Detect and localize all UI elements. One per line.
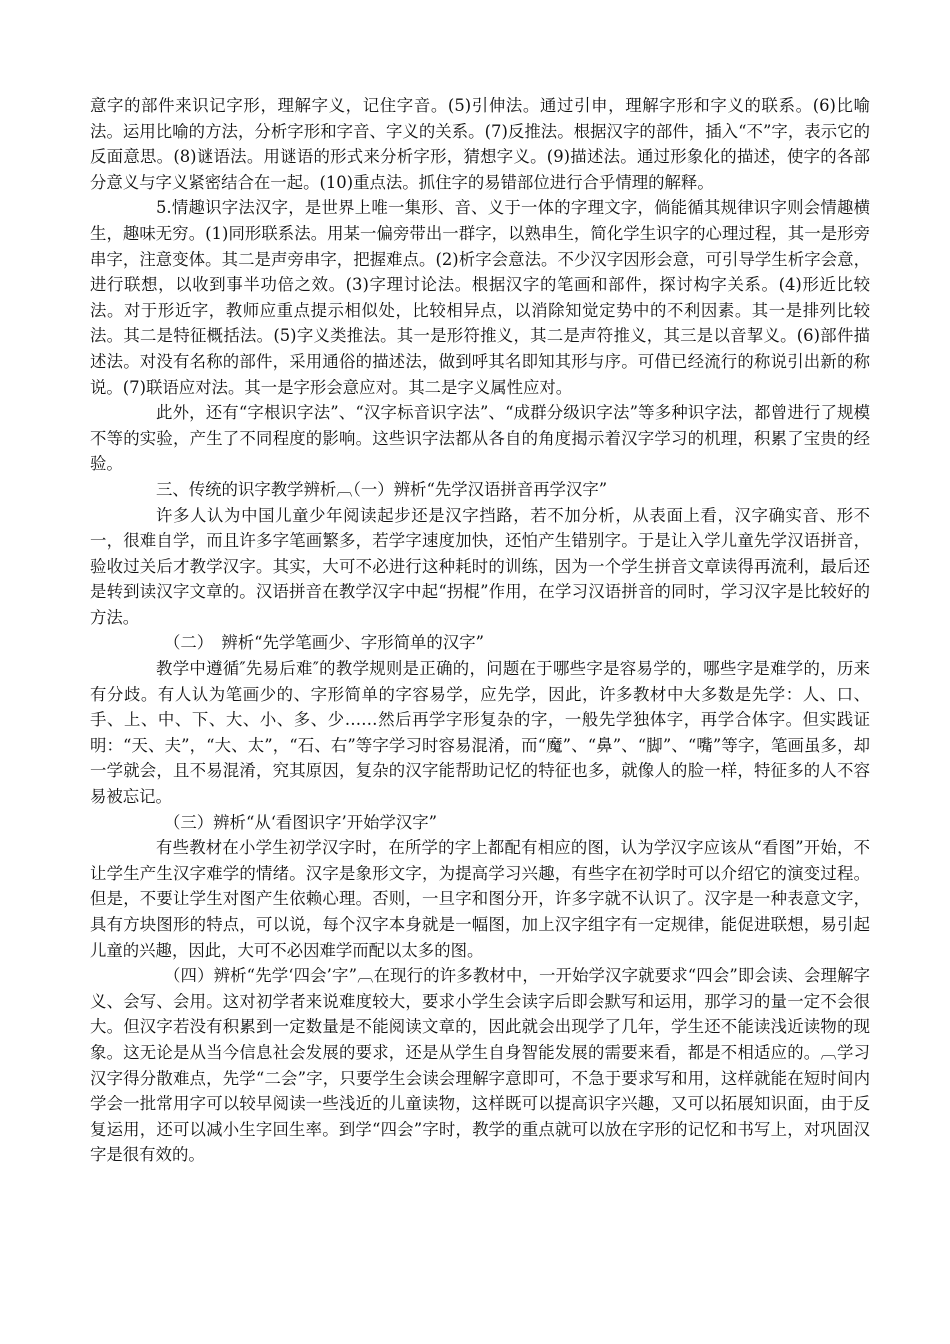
paragraph-other-methods: 此外，还有“字根识字法”、“汉字标音识字法”、“成群分级识字法”等多种识字法，都曾进行了规模不等的实验，产生了不同程度的影响。这些识字法都从各自的角度揭示着汉字学习的机理，积累了宝贵的经验。 (90, 403, 870, 474)
paragraph-pinyin: 许多人认为中国儿童少年阅读起步还是汉字挡路，若不加分析，从表面上看，汉字确实音、形不一，很难自学，而且许多字笔画繁多，若学字速度加快，还怕产生错别字。于是让入学儿童先学汉语拼音，验收过关后才教学汉字。其实，大可不必进行这种耗时的训练，因为一个学生拼音文章读得再流利，最后还是转到读汉字文章的。汉语拼音在教学汉字中起“拐棍”作用，在学习汉语拼音的同时，学习汉字是比较好的方法。 (90, 505, 870, 627)
paragraph-continuation: 意字的部件来识记字形，理解字义，记住字音。(5)引伸法。通过引申，理解字形和字义的联系。(6)比喻法。运用比喻的方法，分析字形和字音、字义的关系。(7)反推法。根据汉字的部件，插入“不”字，表示它的反面意思。(8)谜语法。用谜语的形式来分析字形，猜想字义。(9)描述法。通过形象化的描述，使字的各部分意义与字义紧密结合在一起。(10)重点法。抓住字的易错部位进行合乎情理的解释。 (90, 96, 870, 192)
paragraph-strokes: 教学中遵循″先易后难″的教学规则是正确的，问题在于哪些字是容易学的，哪些字是难学的，历来有分歧。有人认为笔画少的、字形简单的字容易学，应先学，因此，许多教材中大多数是先学：人、口、手、上、中、下、大、小、多、少……然后再学字形复杂的字，一般先学独体字，再学合体字。但实践证明：“天、夫”，“大、太”，“石、右”等字学习时容易混淆，而“魔”、“鼻”、“脚”、“嘴”等字，笔画虽多，却一学就会，且不易混淆，究其原因，复杂的汉字能帮助记忆的特征也多，就像人的脸一样，特征多的人不容易被忘记。 (90, 659, 870, 807)
document-page (90, 93, 870, 1168)
subheading-strokes: （二） 辨析“先学笔画少、字形简单的汉字” (164, 633, 484, 653)
paragraph-four-skills: （四）辨析“先学‘四会’字”︹在现行的许多教材中，一开始学汉字就要求“四会”即会读、会理解字义、会写、会用。这对初学者来说难度较大，要求小学生会读字后即会默写和运用，那学习的量一定不会很大。但汉字若没有积累到一定数量是不能阅读文章的，因此就会出现学了几年，学生还不能读浅近读物的现象。这无论是从当今信息社会发展的要求，还是从学生自身智能发展的需要来看，都是不相适应的。︹学习汉字得分散难点，先学“二会”字，只要学生会读会理解字意即可，不急于要求写和用，这样就能在短时间内学会一批常用字可以较早阅读一些浅近的儿童读物，这样既可以提高识字兴趣，又可以拓展知识面，由于反复运用，还可以减小生字回生率。到学“四会”字时，教学的重点就可以放在字形的记忆和书写上，对巩固汉字是很有效的。 (90, 966, 870, 1165)
section-heading-traditional: 三、传统的识字教学辨析︹（一）辨析“先学汉语拼音再学汉字” (156, 479, 608, 499)
paragraph-interest-literacy: 5.情趣识字法汉字，是世界上唯一集形、音、义于一体的字理文字，倘能循其规律识字则会情趣横生，趣味无穷。(1)同形联系法。用某一偏旁带出一群字，以熟串生，简化学生识字的心理过程，其一是形旁串字，注意变体。其二是声旁串字，把握难点。(2)析字会意法。不少汉字因形会意，可引导学生析字会意，进行联想，以收到事半功倍之效。(3)字理讨论法。根据汉字的笔画和部件，探讨构字关系。(4)形近比较法。对于形近字，教师应重点提示相似处，比较相异点，以消除知觉定势中的不利因素。其一是排列比较法。其二是特征概括法。(5)字义类推法。其一是形符推义，其二是声符推义，其三是以音挈义。(6)部件描述法。对没有名称的部件，采用通俗的描述法，做到呼其名即知其形与序。可借已经流行的称说引出新的称说。(7)联语应对法。其一是字形会意应对。其二是字义属性应对。 (90, 198, 870, 397)
paragraph-pictures: 有些教材在小学生初学汉字时，在所学的字上都配有相应的图，认为学汉字应该从“看图”开始，不让学生产生汉字难学的情绪。汉字是象形文字，为提高学习兴趣，有些字在初学时可以介绍它的演变过程。但是，不要让学生对图产生依赖心理。否则，一旦字和图分开，许多字就不认识了。汉字是一种表意文字，具有方块图形的特点，可以说，每个汉字本身就是一幅图，加上汉字组字有一定规律，能促进联想，易引起儿童的兴趣，因此，大可不必因难学而配以太多的图。 (90, 838, 870, 960)
subheading-pictures: （三）辨析“从‘看图识字’开始学汉字” (164, 812, 438, 832)
